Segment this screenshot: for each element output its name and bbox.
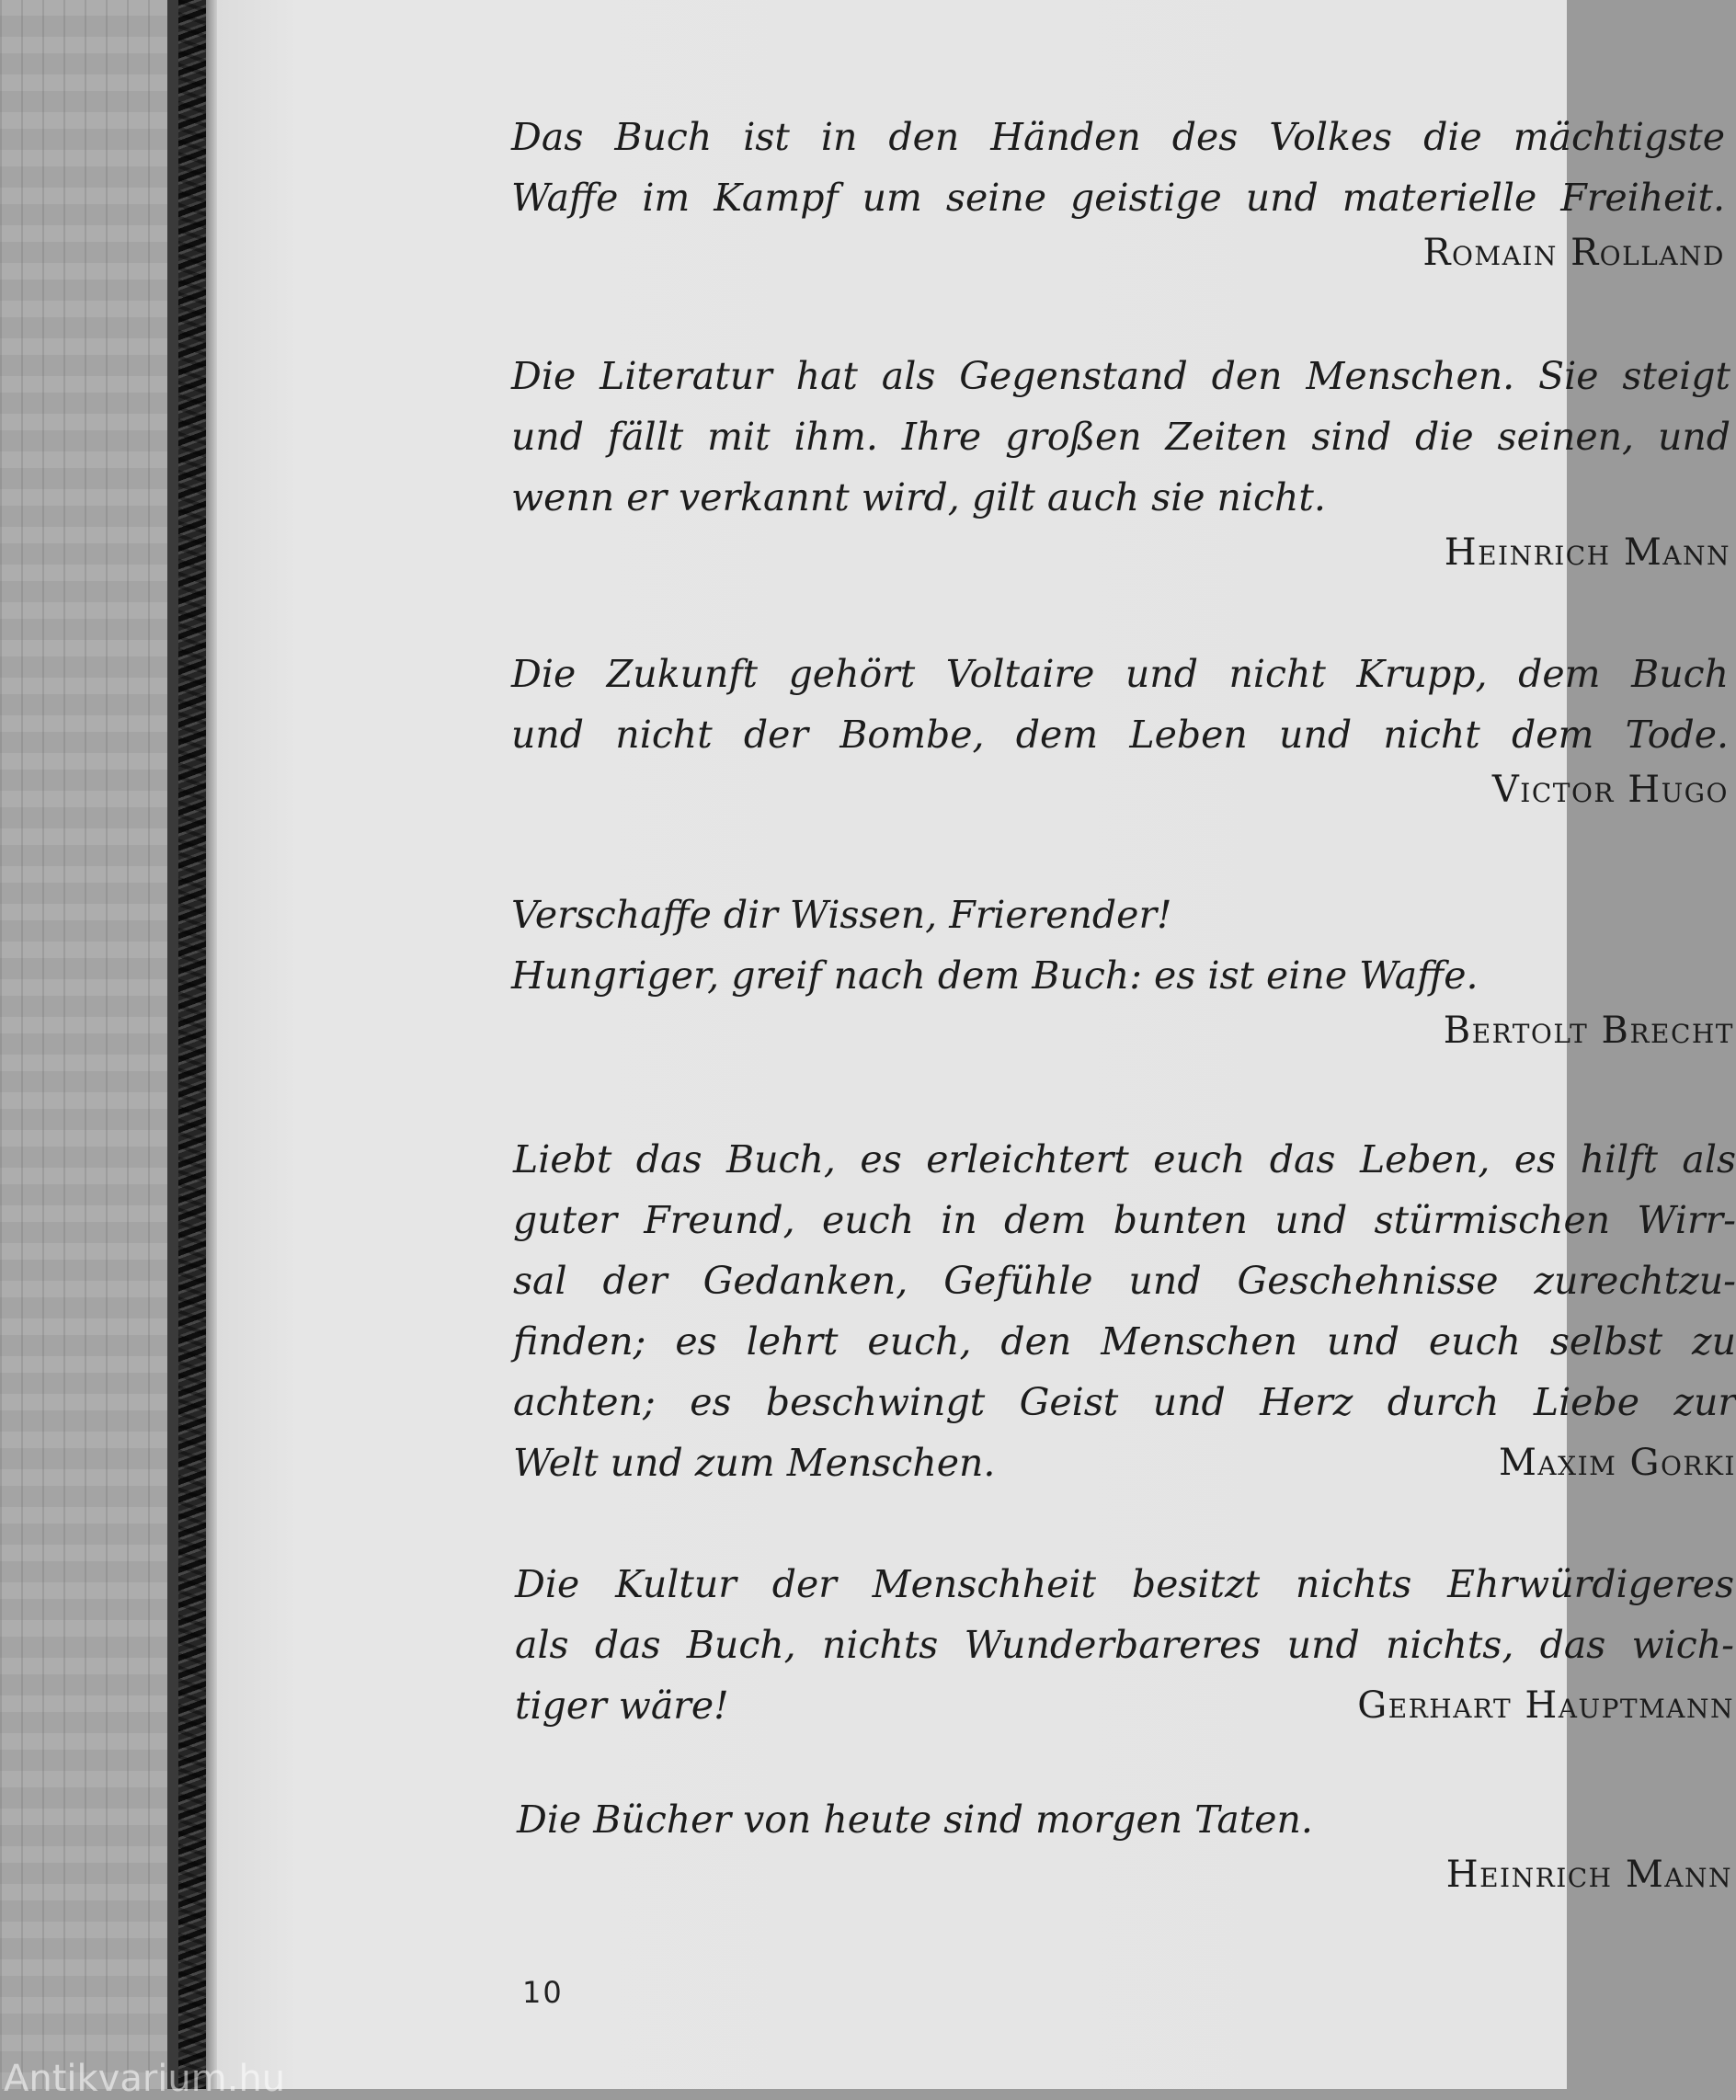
quote-block-rolland [511, 107, 1725, 283]
quote-line: achten; es beschwingt Geist und Herz durch Liebe zur [513, 1380, 1736, 1424]
watermark-text: Antikvarium.hu [4, 2058, 286, 2100]
quote-line: Die Literatur hat als Gegenstand den Menschen. Sie steigt [511, 354, 1730, 398]
quote-block-brecht [511, 885, 1734, 1061]
quote-line: Das Buch ist in den Händen des Volkes die mächtigste [511, 115, 1725, 159]
quote-line: finden; es lehrt euch, den Menschen und euch selbst zu [513, 1319, 1736, 1364]
marbled-page-edge [178, 0, 206, 2089]
background-surface [0, 0, 175, 2089]
quote-block-hugo [511, 644, 1729, 820]
quote-line: und fällt mit ihm. Ihre großen Zeiten sind die seinen, und [511, 415, 1730, 459]
quote-line: Die Bücher von heute sind morgen Taten. [517, 1798, 1313, 1842]
quote-line: und nicht der Bombe, dem Leben und nicht dem Tode. [511, 713, 1729, 757]
quote-line: Waffe im Kampf um seine geistige und materielle Freiheit. [511, 176, 1725, 220]
quote-line: tiger wäre! [515, 1683, 729, 1728]
page-number: 10 [522, 1975, 564, 2010]
book-page [217, 0, 1736, 2089]
quote-last-row [513, 1432, 1736, 1493]
quote-author: Bertolt Brecht [1443, 1010, 1734, 1052]
quote-author: Maxim Gorki [1498, 1442, 1736, 1484]
quote-line: als das Buch, nichts Wunderbareres und nichts, das wich- [515, 1623, 1734, 1667]
quote-line: Welt und zum Menschen. [513, 1441, 996, 1485]
quote-block-gorki [513, 1129, 1736, 1493]
quote-line: Die Zukunft gehört Voltaire und nicht Krupp, dem Buch [511, 652, 1729, 696]
quote-line: sal der Gedanken, Gefühle und Geschehnisse zurechtzu- [513, 1259, 1736, 1303]
quote-line: Hungriger, greif nach dem Buch: es ist eine Waffe. [511, 953, 1479, 998]
quote-line: Die Kultur der Menschheit besitzt nichts Ehrwürdigeres [515, 1562, 1734, 1606]
quote-block-heinrich-mann-1 [511, 346, 1730, 583]
quote-author: Heinrich Mann [1445, 1854, 1732, 1896]
quote-author: Victor Hugo [1491, 769, 1729, 811]
quote-block-heinrich-mann-2 [517, 1789, 1732, 1905]
book-spine-edge [167, 0, 178, 2089]
quote-author: Romain Rolland [1422, 232, 1725, 274]
quote-line: Verschaffe dir Wissen, Frierender! [511, 893, 1172, 937]
quote-author: Heinrich Mann [1444, 531, 1730, 574]
quote-last-row [515, 1675, 1734, 1736]
quote-author: Gerhart Hauptmann [1357, 1684, 1734, 1727]
quote-line: guter Freund, euch in dem bunten und stürmischen Wirr- [513, 1198, 1736, 1242]
quote-line: wenn er verkannt wird, gilt auch sie nicht. [511, 475, 1326, 519]
quote-block-hauptmann [515, 1554, 1734, 1736]
quote-line: Liebt das Buch, es erleichtert euch das Leben, es hilft als [513, 1137, 1736, 1181]
